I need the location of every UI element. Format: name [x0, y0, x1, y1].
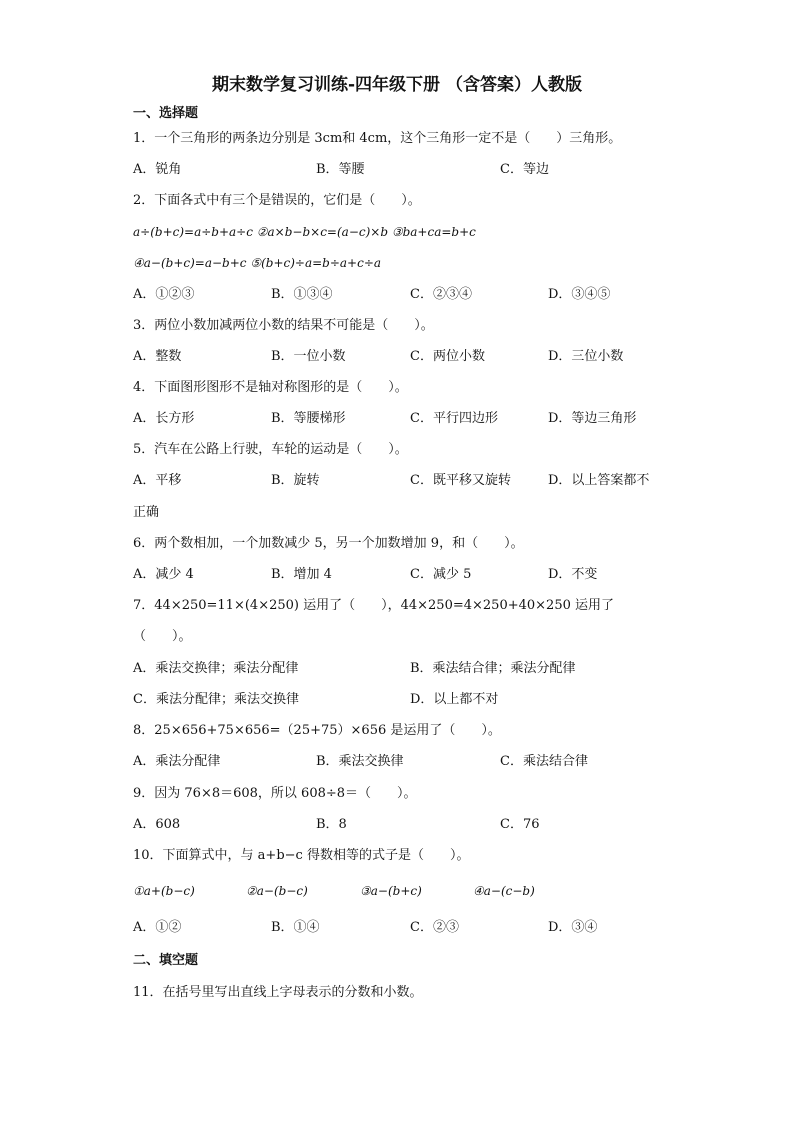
question-6-stem: 6．两个数相加，一个加数减少 5，另一个加数增加 9，和（ ）。	[133, 536, 524, 551]
question-2-formula-line-1: a÷(b+c)=a÷b+a÷c ②a×b−b×c=(a−c)×b ③ba+ca=b+c	[133, 225, 476, 239]
question-8-option-a: A．乘法分配律	[133, 754, 221, 769]
question-10-expression-1: ①a+(b−c)	[133, 884, 195, 898]
question-2-option-a: A．①②③	[133, 287, 195, 302]
question-3-option-a: A．整数	[133, 349, 182, 364]
question-10-option-b: B．①④	[271, 920, 320, 935]
question-7-option-c: C．乘法分配律；乘法交换律	[133, 692, 299, 707]
question-7-option-b: B．乘法结合律；乘法分配律	[410, 661, 576, 676]
question-10-expression-2: ②a−(b−c)	[246, 884, 308, 898]
question-3-option-b: B．一位小数	[271, 349, 346, 364]
question-8-option-b: B．乘法交换律	[316, 754, 404, 769]
question-10-option-c: C．②③	[410, 920, 459, 935]
question-2-option-b: B．①③④	[271, 287, 333, 302]
question-9-option-a: A．608	[133, 817, 181, 832]
question-5-option-b: B．旋转	[271, 473, 320, 488]
question-6-option-d: D．不变	[548, 567, 598, 582]
question-9-option-c: C．76	[500, 817, 540, 832]
question-2-option-c: C．②③④	[410, 287, 472, 302]
question-9-stem: 9．因为 76×8＝608，所以 608÷8＝（ ）。	[133, 786, 417, 801]
question-8-stem: 8．25×656+75×656=（25+75）×656 是运用了（ ）。	[133, 723, 501, 738]
question-2-option-d: D．③④⑤	[548, 287, 611, 302]
question-4-option-b: B．等腰梯形	[271, 411, 346, 426]
question-2-stem: 2．下面各式中有三个是错误的，它们是（ ）。	[133, 193, 421, 208]
question-10-option-d: D．③④	[548, 920, 598, 935]
section-heading-fill-blank: 二、填空题	[133, 953, 199, 968]
question-10-expression-3: ③a−(b+c)	[360, 884, 422, 898]
question-11-stem: 11．在括号里写出直线上字母表示的分数和小数。	[133, 985, 423, 1000]
question-10-expression-4: ④a−(c−b)	[473, 884, 535, 898]
question-5-option-d-continued: 正确	[133, 505, 160, 520]
question-4-option-c: C．平行四边形	[410, 411, 498, 426]
question-10-stem: 10．下面算式中，与 a+b−c 得数相等的式子是（ ）。	[133, 848, 470, 863]
question-5-stem: 5．汽车在公路上行驶，车轮的运动是（ ）。	[133, 442, 408, 457]
question-7-stem-continued: （ ）。	[133, 629, 192, 644]
question-4-option-a: A．长方形	[133, 411, 195, 426]
question-9-option-b: B．8	[316, 817, 347, 832]
document-title: 期末数学复习训练-四年级下册 （含答案）人教版	[212, 75, 582, 95]
question-5-option-d: D．以上答案都不	[548, 473, 650, 488]
question-3-option-c: C．两位小数	[410, 349, 485, 364]
question-2-formula-line-2: ④a−(b+c)=a−b+c ⑤(b+c)÷a=b÷a+c÷a	[133, 256, 382, 270]
question-8-option-c: C．乘法结合律	[500, 754, 588, 769]
question-1-option-a: A．锐角	[133, 162, 182, 177]
question-3-stem: 3．两位小数加减两位小数的结果不可能是（ ）。	[133, 318, 434, 333]
question-1-stem: 1．一个三角形的两条边分别是 3cm和 4cm，这个三角形一定不是（ ）三角形。	[133, 131, 622, 146]
question-7-option-d: D．以上都不对	[410, 692, 499, 707]
question-5-option-c: C．既平移又旋转	[410, 473, 511, 488]
question-10-option-a: A．①②	[133, 920, 182, 935]
question-4-option-d: D．等边三角形	[548, 411, 637, 426]
question-4-stem: 4．下面图形图形不是轴对称图形的是（ ）。	[133, 380, 408, 395]
question-6-option-c: C．减少 5	[410, 567, 472, 582]
section-heading-choice: 一、选择题	[133, 106, 199, 121]
question-7-option-a: A．乘法交换律；乘法分配律	[133, 661, 299, 676]
question-3-option-d: D．三位小数	[548, 349, 624, 364]
question-5-option-a: A．平移	[133, 473, 182, 488]
question-1-option-b: B．等腰	[316, 162, 365, 177]
question-6-option-b: B．增加 4	[271, 567, 332, 582]
question-7-stem: 7．44×250=11×(4×250) 运用了（ ），44×250=4×250+40×250 运用了	[133, 598, 614, 613]
question-6-option-a: A．减少 4	[133, 567, 194, 582]
question-1-option-c: C．等边	[500, 162, 549, 177]
